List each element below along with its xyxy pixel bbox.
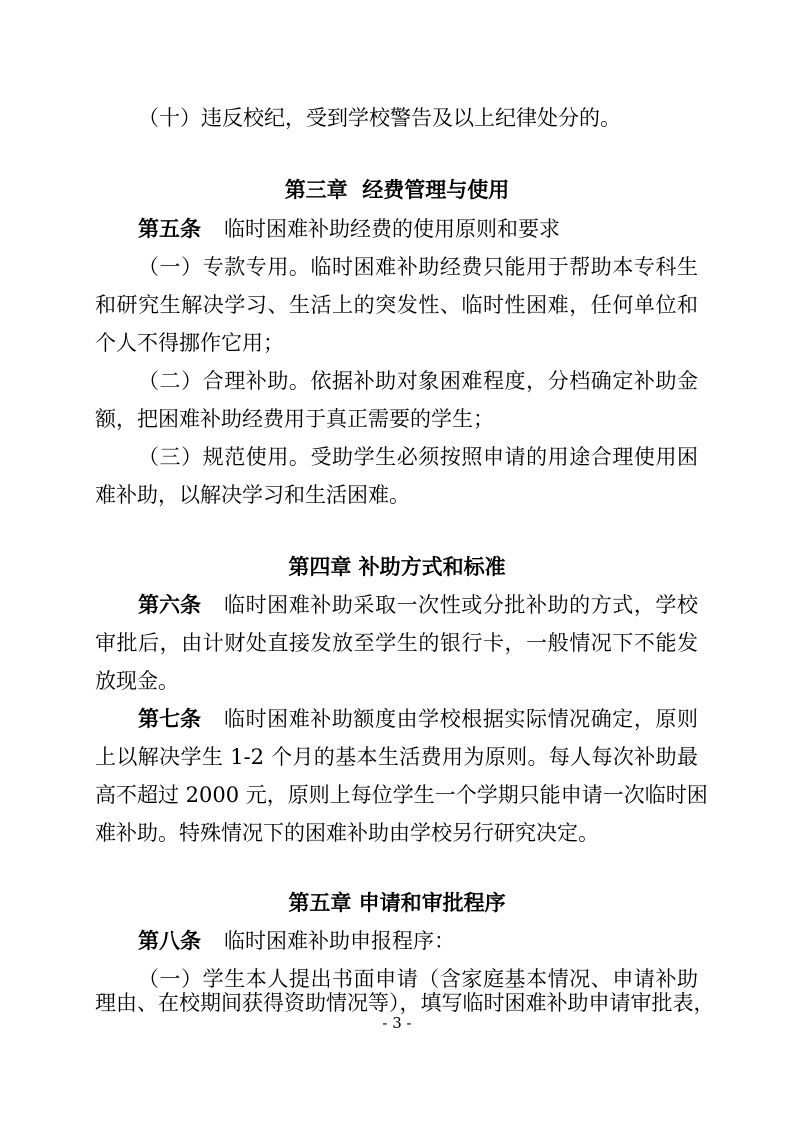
text-line: （三）规范使用。受助学生必须按照申请的用途合理使用困 bbox=[138, 445, 698, 469]
chapter-title: 第五章 申请和审批程序 bbox=[288, 891, 506, 915]
chapter-title: 第四章 补助方式和标准 bbox=[288, 555, 506, 579]
chapter-3-heading bbox=[0, 172, 794, 208]
article-label: 第八条 bbox=[138, 929, 201, 953]
paragraph-line bbox=[0, 439, 794, 475]
article-label: 第六条 bbox=[138, 593, 201, 617]
article-7-line bbox=[0, 701, 794, 737]
paragraph-line bbox=[0, 401, 794, 437]
text-line: 审批后，由计财处直接发放至学生的银行卡，一般情况下不能发 bbox=[95, 631, 698, 655]
text-line: （二）合理补助。依据补助对象困难程度，分档确定补助金 bbox=[138, 369, 698, 393]
paragraph-line bbox=[0, 249, 794, 285]
article-text: 临时困难补助采取一次性或分批补助的方式，学校 bbox=[224, 593, 698, 617]
paragraph-line bbox=[0, 287, 794, 323]
text-line: 难补助。特殊情况下的困难补助由学校另行研究决定。 bbox=[95, 821, 599, 845]
article-5-line bbox=[0, 211, 794, 247]
text-line: 高不超过 2000 元，原则上每位学生一个学期只能申请一次临时困 bbox=[95, 783, 708, 807]
page-number: - 3 - bbox=[382, 1014, 412, 1032]
text-line: 个人不得挪作它用； bbox=[95, 331, 284, 355]
text-line: 难补助，以解决学习和生活困难。 bbox=[95, 483, 410, 507]
paragraph-line bbox=[0, 325, 794, 361]
paragraph-line bbox=[0, 625, 794, 661]
paragraph-line bbox=[0, 777, 794, 813]
article-label: 第七条 bbox=[138, 707, 201, 731]
chapter-title: 第三章 经费管理与使用 bbox=[284, 178, 510, 202]
article-text: 临时困难补助申报程序： bbox=[224, 929, 455, 953]
paragraph-line bbox=[0, 815, 794, 851]
article-label: 第五条 bbox=[138, 217, 201, 241]
paragraph-line bbox=[0, 477, 794, 513]
chapter-4-heading bbox=[0, 549, 794, 585]
text-line: 上以解决学生 1-2 个月的基本生活费用为原则。每人每次补助最 bbox=[95, 745, 698, 769]
text-line: 理由、在校期间获得资助情况等），填写临时困难补助申请审批表， bbox=[95, 991, 715, 1015]
text-line: （一）学生本人提出书面申请（含家庭基本情况、申请补助 bbox=[138, 967, 698, 991]
article-text: 临时困难补助额度由学校根据实际情况确定，原则 bbox=[224, 707, 698, 731]
chapter-5-heading bbox=[0, 885, 794, 921]
text-line: （十）违反校纪，受到学校警告及以上纪律处分的。 bbox=[138, 106, 621, 130]
text-line: （一）专款专用。临时困难补助经费只能用于帮助本专科生 bbox=[138, 255, 698, 279]
article-text: 临时困难补助经费的使用原则和要求 bbox=[224, 217, 560, 241]
text-line: 和研究生解决学习、生活上的突发性、临时性困难，任何单位和 bbox=[95, 293, 698, 317]
article-6-line bbox=[0, 587, 794, 623]
paragraph-line bbox=[0, 663, 794, 699]
article-8-line bbox=[0, 923, 794, 959]
item-ten-line bbox=[0, 100, 794, 136]
text-line: 额，把困难补助经费用于真正需要的学生； bbox=[95, 407, 494, 431]
text-line: 放现金。 bbox=[95, 669, 179, 693]
paragraph-line bbox=[0, 363, 794, 399]
paragraph-line bbox=[0, 739, 794, 775]
